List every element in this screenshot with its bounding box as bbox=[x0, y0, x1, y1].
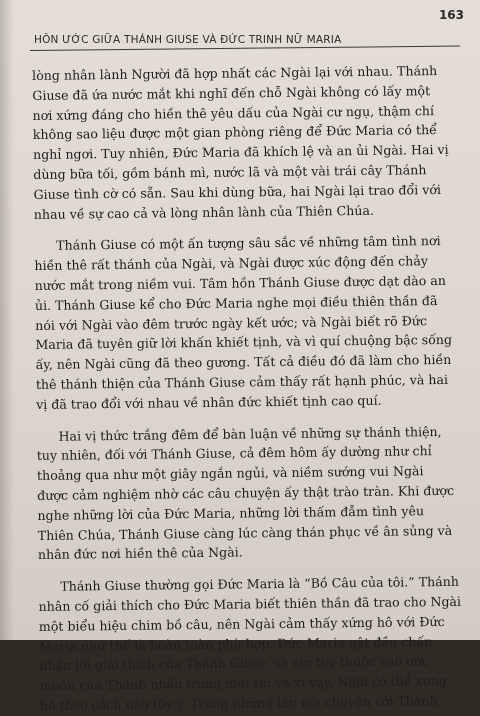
text-line: nhận lời giải thích của Thánh Giuse, và xin tùy thuộc vào ước bbox=[39, 653, 429, 674]
text-line: nghỉ ngơi. Tuy nhiên, Đức Maria đã khích lệ và an ủi Ngài. Hai vị bbox=[32, 142, 449, 163]
text-line: Thiên Chúa, Thánh Giuse càng lúc càng thán phục về ân sủng và bbox=[37, 522, 453, 543]
text-line: được cảm nghiệm nhờ các câu chuyện ấy thật trào tràn. Khi được bbox=[37, 482, 455, 503]
text-line: hô theo cách nào tùy ý. Trong những lần nói chuyện với Thánh bbox=[39, 692, 438, 713]
text-line: nhân đức nơi hiền thê của Ngài. bbox=[37, 544, 243, 563]
text-line: dùng bữa tối, gồm bánh mì, nước lã và một vài trái cây Thánh bbox=[33, 162, 427, 182]
text-line: muốn của Thánh nhân trong mọi sự; và vì vậy, Ngài có thể xưng bbox=[39, 673, 447, 694]
text-line: Giuse đã ứa nước mắt khi nghĩ đến chỗ Ngài không có lấy một bbox=[32, 82, 431, 103]
text-line: nói với Ngài vào đêm trước ngày kết ước; và Ngài biết rõ Đức bbox=[35, 312, 428, 333]
header-rule bbox=[30, 45, 460, 51]
text-line: Maria đã tuyên giữ lời khấn khiết tịnh, và vì quí chuộng bậc sống bbox=[35, 332, 453, 353]
text-line: Giuse tình cờ có sẵn. Sau khi dùng bữa, hai Ngài lại trao đổi với bbox=[33, 181, 442, 202]
text-line: nghe những lời của Đức Maria, những lời thấm đẫm tình yêu bbox=[37, 502, 425, 523]
text-line: Maria như thế là hoàn toàn phù hợp. Đức Maria gật đầu chấp bbox=[38, 633, 433, 654]
paragraph bbox=[38, 572, 472, 716]
text-line: không sao liệu được một gian phòng riêng để Đức Maria có thể bbox=[32, 122, 437, 143]
paragraph bbox=[36, 421, 470, 565]
paragraph bbox=[32, 61, 466, 225]
text-line: ủi. Thánh Giuse kể cho Đức Maria nghe mọi điều thiên thần đã bbox=[34, 292, 438, 313]
text-line: Thánh Giuse có một ấn tượng sâu sắc về những tâm tình nơi bbox=[56, 233, 441, 254]
text-line: nơi xứng đáng cho hiền thê yêu dấu của Ngài cư ngụ, thậm chí bbox=[32, 102, 435, 123]
text-line: ấy, nên Ngài cũng đã theo gương. Tất cả điều đó đã làm cho hiền bbox=[35, 352, 452, 373]
text-line: nhân cố giải thích cho Đức Maria biết thiên thần đã trao cho Ngài bbox=[38, 593, 462, 614]
text-line: nhau về sự cao cả và lòng nhân lành của Thiên Chúa. bbox=[33, 202, 375, 222]
text-line: vị đã trao đổi với nhau về nhân đức khiết tịnh cao quí. bbox=[36, 392, 382, 412]
text-line: Thánh Giuse thường gọi Đức Maria là “Bồ Câu của tôi.” Thánh bbox=[60, 573, 460, 594]
running-header bbox=[26, 8, 466, 46]
text-line: lòng nhân lành Người đã hợp nhất các Ngài lại với nhau. Thánh bbox=[32, 63, 438, 83]
text-line: một biểu hiệu chim bồ câu, nên Ngài cảm thấy xứng hô với Đức bbox=[38, 613, 445, 634]
running-title: HÔN ƯỚC GIỮA THÁNH GIUSE VÀ ĐỨC TRINH NỮ MARIA bbox=[34, 34, 342, 46]
text-line: thoảng qua như một giây ngắn ngủi, và niềm sướng vui Ngài bbox=[36, 463, 424, 484]
paragraph bbox=[34, 231, 468, 414]
text-line: thê thánh thiện của Thánh Giuse cảm thấy rất hạnh phúc, và hai bbox=[35, 371, 449, 392]
text-line: Hai vị thức trắng đêm để bàn luận về những sự thánh thiện, bbox=[58, 423, 442, 444]
text-line: nước mắt trong niềm vui. Tâm hồn Thánh Giuse được dạt dào an bbox=[34, 272, 447, 293]
body-text bbox=[32, 61, 472, 716]
page-number: 163 bbox=[438, 8, 464, 22]
page-gutter-shadow bbox=[0, 0, 14, 640]
text-line: hiền thê rất thánh của Ngài, và Ngài được xúc động đến chảy bbox=[34, 253, 429, 274]
text-line: tuy nhiên, đối với Thánh Giuse, cả đêm hôm ấy dường như chỉ bbox=[36, 443, 432, 464]
